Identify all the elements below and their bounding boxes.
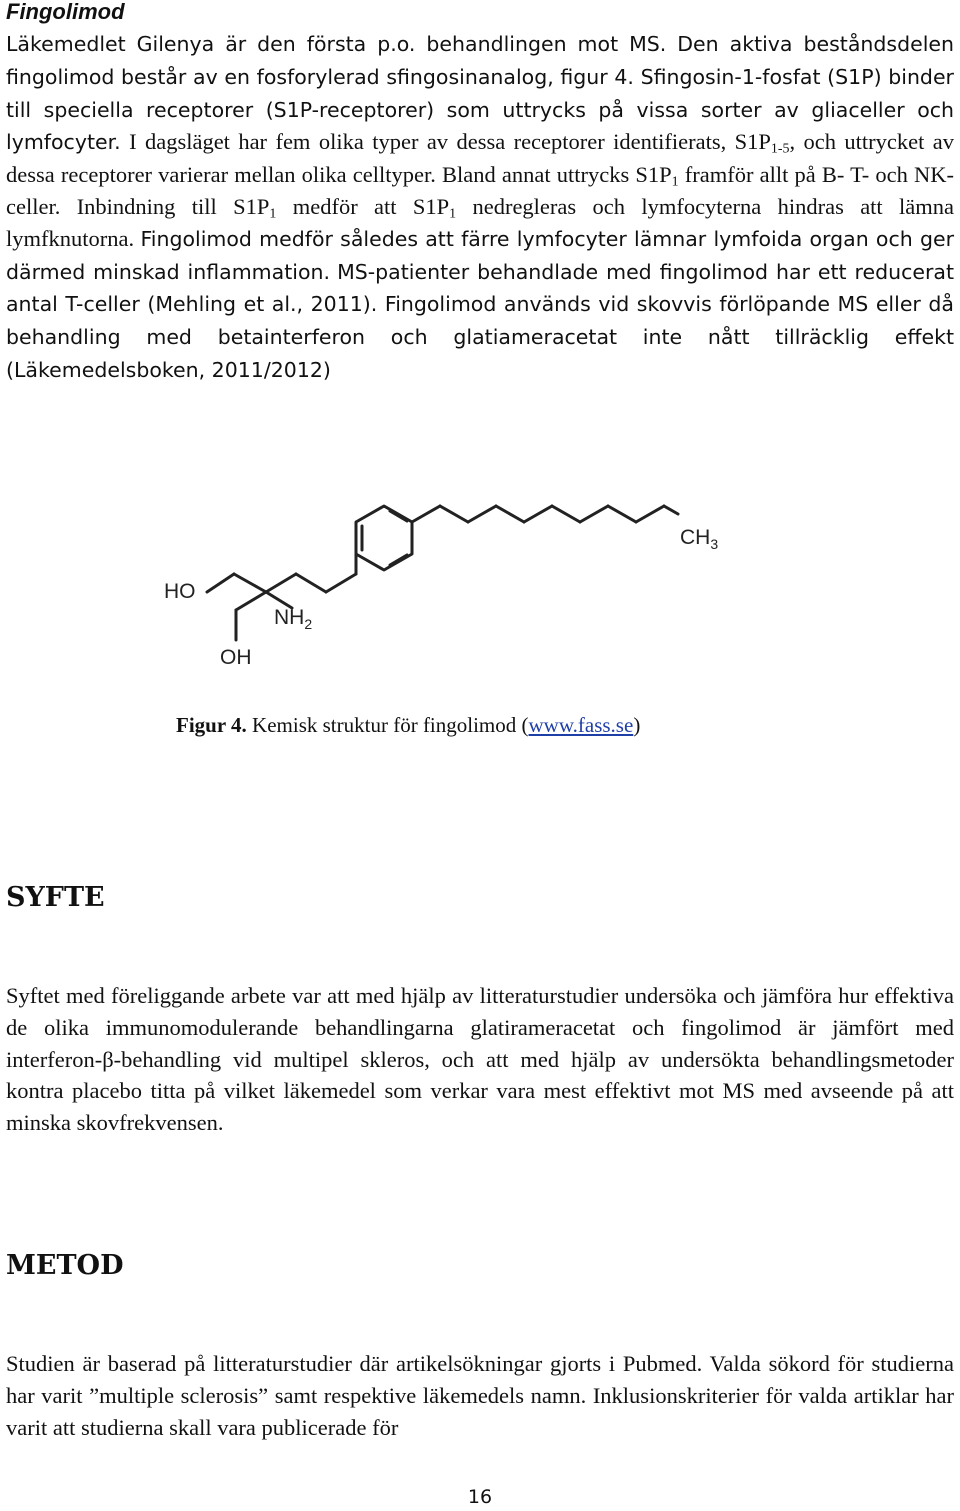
subscript-1: 1 <box>269 206 277 222</box>
subscript-1: 1 <box>671 174 679 190</box>
fingolimod-heading: Fingolimod <box>6 0 125 24</box>
paragraph-text-4a: Inbindning till S1P <box>76 193 270 219</box>
subscript-1-5: 1-5 <box>770 141 790 157</box>
caption-label: Figur 4. <box>176 713 247 737</box>
syfte-paragraph: Syftet med föreliggande arbete var att med hjälp av litteraturstudier undersöka och jämföra hur effektiva de olika immunomodulerande behandlingarna glatirameracetat och fingolimod är jämfört med interferon-β-behandling vid multipel skleros, och att med hjälp av undersökta behandlingsmetoder kontra placebo titta på vilket läkemedel som verkar vara mest effektivt mot MS med avseende på att minska skovfrekvensen. <box>6 983 954 1136</box>
paragraph-text-4b: medför att S1P <box>276 193 450 219</box>
paragraph-text-1: Läkemedlet Gilenya är den första p.o. behandlingen mot MS. Den aktiva beståndsdelen fingolimod består av en fosforylerad sfingosinanalog, figur 4. Sfingosin-1-fosfat (S1P) binder till speciella receptorer (S1P-receptorer) som uttrycks på vissa sorter av gliaceller och lymfocyter. <box>6 32 954 155</box>
nh2-label: $NH_2$ <box>274 606 313 632</box>
caption-end: ) <box>633 713 641 737</box>
caption-text: Kemisk struktur för fingolimod ( <box>246 713 529 737</box>
figure-caption <box>176 710 640 740</box>
metod-heading: METOD <box>6 1250 124 1281</box>
paragraph-text-5: Fingolimod medför således att färre lymfocyter lämnar lymfoida organ och ger därmed minskad inflammation. <box>6 226 955 284</box>
page-number: 16 <box>467 1486 493 1508</box>
paragraph-text-3a: Bland annat uttrycks S1P <box>441 162 672 188</box>
paragraph-text-2b: , och uttrycket av dessa receptorer varierar mellan olika celltyper. <box>6 129 954 188</box>
paragraph-text-2a: I dagsläget har fem olika typer av dessa receptorer identifierats, S1P <box>129 129 771 155</box>
syfte-heading: SYFTE <box>6 882 105 913</box>
metod-paragraph: Studien är baserad på litteraturstudier där artikelsökningar gjorts i Pubmed. Valda sökord för studierna har varit ”multiple sclerosis” samt respektive läkemedels namn. Inklusionskriterier för valda artiklar har varit att studierna skall vara publicerade för <box>6 1351 954 1440</box>
fingolimod-structure-figure <box>150 490 770 680</box>
paragraph-text-4c: nedregleras och lymfocyterna hindras att lämna lymfknutorna. <box>6 193 955 251</box>
fingolimod-paragraph <box>6 28 954 387</box>
subscript-1: 1 <box>449 206 457 222</box>
paragraph-text-6: MS-patienter behandlade med fingolimod har ett reducerat antal T-celler (Mehling et al., 2011). Fingolimod används vid skovvis förlöpande MS eller då behandling med betainterferon och glatiameracetat inte nått tillräcklig effekt (Läkemedelsboken, 2011/2012) <box>6 259 955 382</box>
ch3-label: $CH_3$ <box>680 526 719 552</box>
ho-label: HO <box>164 580 196 603</box>
paragraph-text-3b: framför allt på B- T- och NK-celler. <box>6 162 954 219</box>
molecule-labels <box>164 526 718 669</box>
fass-link[interactable]: www.fass.se <box>528 713 634 737</box>
oh-label: OH <box>220 646 252 669</box>
